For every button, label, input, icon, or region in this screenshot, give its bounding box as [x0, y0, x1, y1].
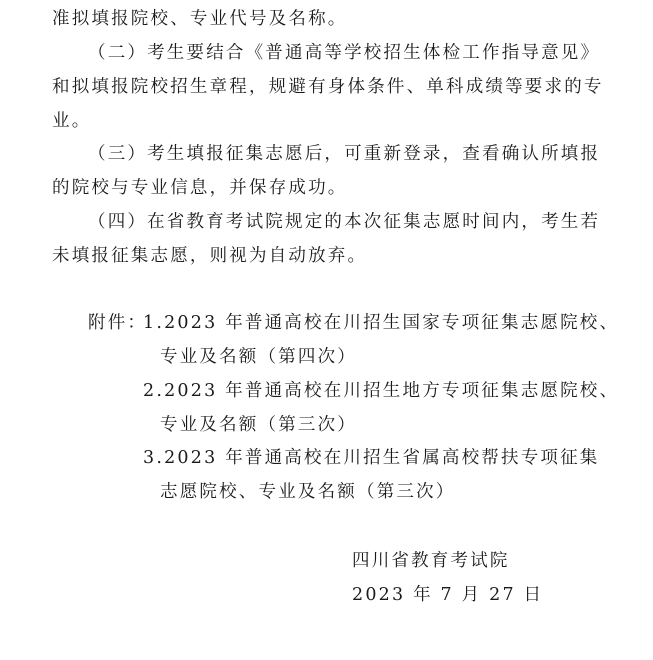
item-4-line-1: （四）在省教育考试院规定的本次征集志愿时间内，考生若: [88, 212, 601, 232]
issue-date: 2023 年 7 月 27 日: [352, 585, 544, 605]
attachment-3-line-2: 志愿院校、专业及名额（第三次）: [160, 482, 456, 502]
item-3-line-2: 的院校与专业信息，并保存成功。: [52, 178, 348, 198]
issuing-organization: 四川省教育考试院: [352, 551, 510, 571]
attachment-3-line-1: 3.2023 年普通高校在川招生省属高校帮扶专项征集: [143, 448, 600, 468]
attachment-2-line-1: 2.2023 年普通高校在川招生地方专项征集志愿院校、: [143, 381, 620, 401]
item-4-line-2: 未填报征集志愿，则视为自动放弃。: [52, 246, 368, 266]
attachment-1-line-1: 1.2023 年普通高校在川招生国家专项征集志愿院校、: [143, 313, 620, 333]
item-2-line-2: 和拟填报院校招生章程，规避有身体条件、单科成绩等要求的专: [52, 77, 604, 97]
attachment-2-line-2: 专业及名额（第三次）: [160, 415, 357, 435]
item-2-line-3: 业。: [52, 111, 92, 131]
attachment-1-line-2: 专业及名额（第四次）: [160, 347, 357, 367]
item-3-line-1: （三）考生填报征集志愿后，可重新登录，查看确认所填报: [88, 144, 601, 164]
attachments-label: 附件：: [88, 313, 148, 333]
paragraph-continuation: 准拟填报院校、专业代号及名称。: [52, 9, 348, 29]
item-2-line-1: （二）考生要结合《普通高等学校招生体检工作指导意见》: [88, 43, 601, 63]
